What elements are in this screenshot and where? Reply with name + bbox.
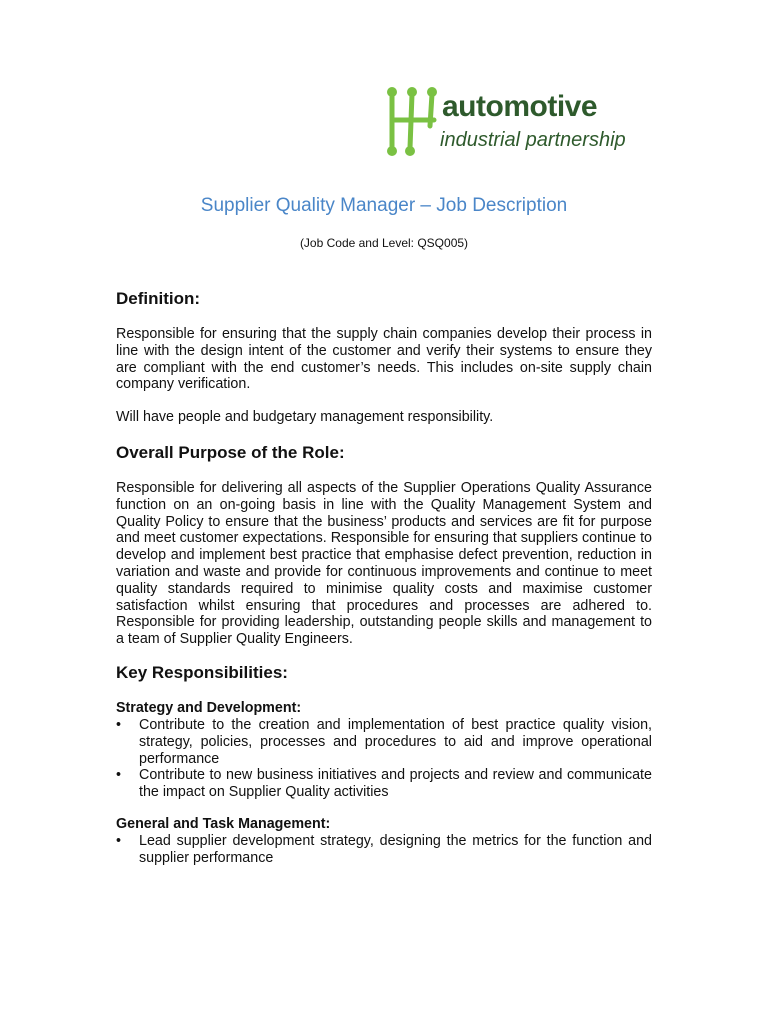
purpose-heading: Overall Purpose of the Role:: [116, 442, 345, 462]
management-responsibility-paragraph: Will have people and budgetary management responsibility.: [116, 409, 494, 426]
bullet-icon: •: [116, 716, 122, 733]
document-body: [116, 288, 652, 867]
list-item: [116, 833, 652, 867]
list-item: [116, 717, 652, 767]
definition-heading: Definition:: [116, 289, 201, 308]
company-logo: [380, 86, 670, 158]
list-item-text: Lead supplier development strategy, designing the metrics for the function and supplier performance: [139, 832, 652, 866]
hh-logo-mark-icon: [380, 86, 442, 158]
purpose-paragraph: Responsible for delivering all aspects of the Supplier Operations Quality Assurance function on an on-going basis in line with the Quality Management System and Quality Policy to ensure that the business’ products and services are fit for purpose and meet customer expectations. Responsible for ensuring that suppliers continue to develop and implement best practice that emphasise defect prevention, reduction in variation and waste and provide for continuous improvements and continue to meet quality standards required to minimise quality costs and maximise customer satisfaction whilst ensuring that procedures and processes are adhered to. Responsible for providing leadership, outstanding people skills and management to a team of Supplier Quality Engineers.: [116, 479, 652, 648]
job-code: (Job Code and Level: QSQ005): [299, 236, 469, 250]
responsibilities-heading: Key Responsibilities:: [116, 662, 288, 682]
bullet-icon: •: [116, 832, 122, 849]
list-item: [116, 767, 652, 801]
strategy-heading: Strategy and Development:: [116, 699, 302, 716]
definition-paragraph: Responsible for ensuring that the supply chain companies develop their process in line with the design intent of the customer and verify their systems to ensure they are compliant with the end customer’s needs. This includes on-site supply chain company verification.: [116, 326, 652, 393]
general-task-heading: General and Task Management:: [116, 815, 331, 832]
logo-wordmark: automotive: [442, 90, 598, 123]
list-item-text: Contribute to new business initiatives and projects and review and communicate the impact on Supplier Quality activities: [139, 767, 652, 801]
bullet-icon: •: [116, 767, 122, 784]
general-task-list: [116, 833, 652, 867]
strategy-list: [116, 717, 652, 801]
list-item-text: Contribute to the creation and implementation of best practice quality vision, strategy, policies, processes and procedures to aid and improve operational performance: [139, 716, 652, 767]
document-title: Supplier Quality Manager – Job Description: [200, 195, 568, 216]
logo-tagline: industrial partnership: [440, 129, 626, 151]
